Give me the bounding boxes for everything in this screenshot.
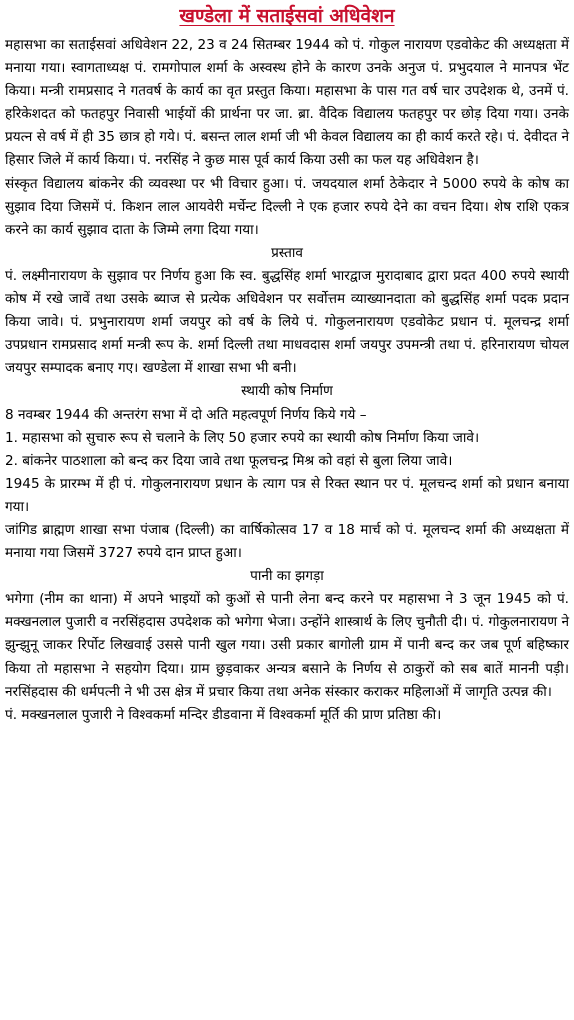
section-heading-sthayi-kosh: स्थायी कोष निर्माण: [241, 383, 333, 400]
kosh-punjab-paragraph: जांगिड ब्राह्मण शाखा सभा पंजाब (दिल्ली) का वार्षिकोत्सव 17 व 18 मार्च को पं. मूलचन्द शर्मा की अध्यक्षता में मनाया गया जिसमें 3727 रुपये दान प्राप्त हुआ।: [5, 521, 569, 562]
pani-paragraph: भगेगा (नीम का थाना) में अपने भाइयों को कुओं से पानी लेना बन्द करने पर महासभा ने 3 जून 1945 को पं. मक्खनलाल पुजारी व नरसिंहदास उपदेशक को भगेगा भेजा। उन्होंने शास्त्रार्थ के लिए चुनौती दी। पं. गोकुलनारायण ने झुन्झुनू जाकर रिर्पोट लिखवाई उससे पानी खुल गया। उसी प्रकार बागोली ग्राम में पानी बन्द कर जब पूर्ण बहिष्कार किया तो महासभा ने सहयोग दिया। ग्राम छुड़वाकर अन्यत्र बसाने के निर्णय से ठाकुरों को सब बातें माननी पड़ी। नरसिंहदास की धर्मपत्नी ने भी उस क्षेत्र में प्रचार किया तथा अनेक संस्कार कराकर महिलाओं में जागृति उत्पन्न की।: [5, 591, 569, 700]
kosh-decision-1: 1. महासभा को सुचारु रूप से चलाने के लिए 50 हजार रुपये का स्थायी कोष निर्माण किया जावे।: [5, 429, 480, 446]
intro-paragraph: महासभा का सताईसवां अधिवेशन 22, 23 व 24 सितम्बर 1944 को पं. गोकुल नारायण एडवोकेट की अध्यक्षता में मनाया गया। स्वागताध्यक्ष पं. रामगोपाल शर्मा के अस्वस्थ होने के कारण उनके अनुज पं. प्रभुदयाल ने मानपत्र भेंट किया। मन्त्री रामप्रसाद ने गतवर्ष के कार्य का वृत प्रस्तुत किया। महासभा के पास गत वर्ष चार उपदेशक थे, उनमें पं. हरिकेशदत को फतहपुर निवासी भाईयों की प्रार्थना पर जा. ब्रा. वैदिक विद्यालय फतहपुर पर छोड़ दिया गया। उनके प्रयत्न से वर्ष में ही 35 छात्र हो गये। पं. बसन्त लाल शर्मा जी भी केवल विद्यालय का ही कार्य करते रहे। पं. देवीदत ने हिसार जिले में कार्य किया। पं. नरसिंह ने कुछ मास पूर्व कार्य किया उसी का फल यह अधिवेशन है।: [5, 37, 569, 169]
murti-paragraph: पं. मक्खनलाल पुजारी ने विश्वकर्मा मन्दिर डीडवाना में विश्वकर्मा मूर्ति की प्राण प्रतिष्ठा की।: [5, 706, 442, 723]
section-heading-pani-jhagda: पानी का झगड़ा: [250, 568, 324, 585]
page-title: खण्डेला में सताईसवां अधिवेशन: [179, 5, 395, 27]
prastav-paragraph: पं. लक्ष्मीनारायण के सुझाव पर निर्णय हुआ कि स्व. बुद्धसिंह शर्मा भारद्वाज मुरादाबाद द्वारा प्रदत 400 रुपये स्थायी कोष में रखे जावें तथा उसके ब्याज से प्रत्येक अधिवेशन पर सर्वोत्तम व्याख्यानदाता को बुद्धसिंह शर्मा पदक प्रदान किया जावे। पं. प्रभुनारायण शर्मा जयपुर को वर्ष के लिये पं. गोकुलनारायण एडवोकेट प्रधान पं. मूलचन्द्र शर्मा उपप्रधान रामप्रसाद शर्मा मन्त्री रूप के. शर्मा दिल्ली तथा माधवदास शर्मा जयपुर उपमन्त्री तथा पं. हरिनारायण चोयल जयपुर सम्पादक बनाए गए। खण्डेला में शाखा सभा भी बनी।: [5, 267, 569, 377]
kosh-pradhan-paragraph: 1945 के प्रारम्भ में ही पं. गोकुलनारायण प्रधान के त्याग पत्र से रिक्त स्थान पर पं. मूलचन्द शर्मा को प्रधान बनाया गया।: [5, 475, 569, 515]
kosh-decision-2: 2. बांकनेर पाठशाला को बन्द कर दिया जावे तथा फूलचन्द्र मिश्र को वहां से बुला लिया जावे।: [5, 452, 453, 469]
kosh-intro-paragraph: 8 नवम्बर 1944 की अन्तरंग सभा में दो अति महत्वपूर्ण निर्णय किये गये –: [5, 406, 367, 423]
section-heading-prastav: प्रस्ताव: [271, 244, 303, 261]
sanskrit-vidyalaya-paragraph: संस्कृत विद्यालय बांकनेर की व्यवस्था पर भी विचार हुआ। पं. जयदयाल शर्मा ठेकेदार ने 5000 रुपये के कोष का सुझाव दिया जिसमें पं. किशन लाल आयवेरी मर्चेन्ट दिल्ली ने एक हजार रुपये देने का वचन दिया। शेष राशि एकत्र करने का कार्य सुझाव दाता के जिम्मे लगा दिया गया।: [5, 175, 569, 238]
